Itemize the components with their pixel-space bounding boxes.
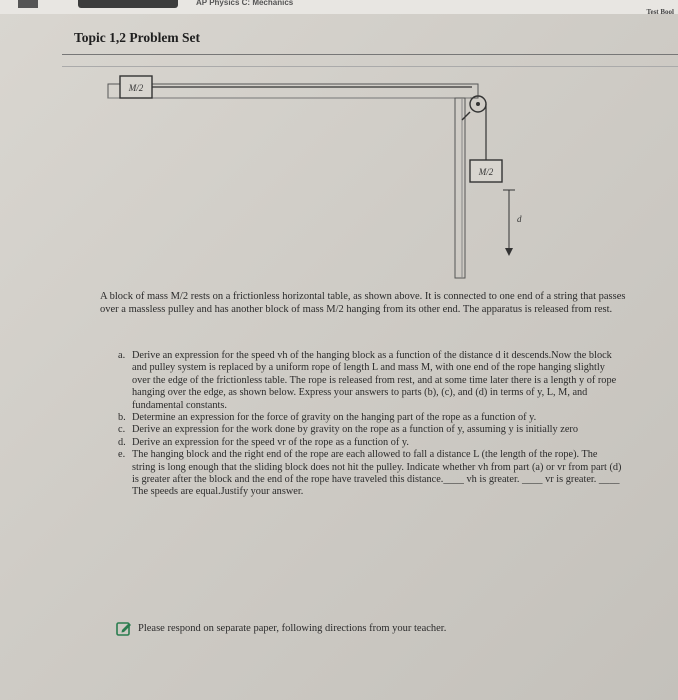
- part-text: Derive an expression for the speed vr of the rope as a function of y.: [132, 436, 409, 448]
- pulley-diagram: [0, 60, 678, 290]
- table-top: [108, 84, 478, 98]
- pulley-bracket: [462, 112, 470, 120]
- part-letter: a.: [118, 350, 126, 361]
- problem-parts: [118, 350, 623, 499]
- table-block-label: M/2: [128, 83, 144, 93]
- part-letter: b.: [118, 412, 126, 424]
- header-tab-small: [18, 0, 38, 8]
- course-header: AP Physics C: Mechanics: [196, 0, 294, 7]
- part-c: [118, 424, 623, 436]
- part-b: [118, 412, 623, 424]
- title-divider: [62, 54, 678, 55]
- part-a: [118, 350, 623, 412]
- part-letter: e.: [118, 449, 126, 461]
- problem-statement: A block of mass M/2 rests on a frictionless horizontal table, as shown above. It is connected to one end of a string that passes over a massless pulley and has another block of mass M/2 hanging from its other end. The apparatus is released from rest.: [100, 291, 626, 315]
- table-leg: [455, 98, 465, 278]
- footer-text: Please respond on separate paper, following directions from your teacher.: [138, 622, 447, 634]
- part-text: Derive an expression for the work done by gravity on the rope as a function of y, assuming y is initially zero: [132, 424, 578, 436]
- header-tab: [78, 0, 178, 8]
- response-instructions: [116, 620, 446, 636]
- part-letter: c.: [118, 424, 126, 436]
- top-bar: [0, 0, 678, 14]
- corner-label: Test Bool: [646, 8, 674, 16]
- part-e: [118, 449, 623, 499]
- part-text: The hanging block and the right end of the rope are each allowed to fall a distance L (the length of the rope). The string is long enough that the sliding block does not hit the pulley. Indicate whether vh from part (a) or vr from part (d) is greater after the block and the end of the rope have traveled this distance.____ vh is greater. ____ vr is greater. ____ The speeds are equal.Justify your answer.: [132, 449, 622, 498]
- part-text: Derive an expression for the speed vh of the hanging block as a function of the distance d it descends.Now the block and pulley system is replaced by a uniform rope of length L and mass M, with one end of the rope hanging slightly over the edge of the frictionless table. The rope is released from rest, and at some time later there is a length y of rope hanging over the edge, as shown below. Express your answers to parts (b), (c), and (d) in terms of y, L, M, and fundamental constants.: [132, 350, 617, 411]
- distance-label: d: [517, 214, 522, 224]
- page-title: Topic 1,2 Problem Set: [74, 30, 201, 45]
- hanging-block-label: M/2: [478, 167, 494, 177]
- part-text: Determine an expression for the force of gravity on the hanging part of the rope as a function of y.: [132, 412, 537, 424]
- pencil-icon: [116, 620, 132, 636]
- part-letter: d.: [118, 436, 126, 448]
- part-d: [118, 437, 623, 449]
